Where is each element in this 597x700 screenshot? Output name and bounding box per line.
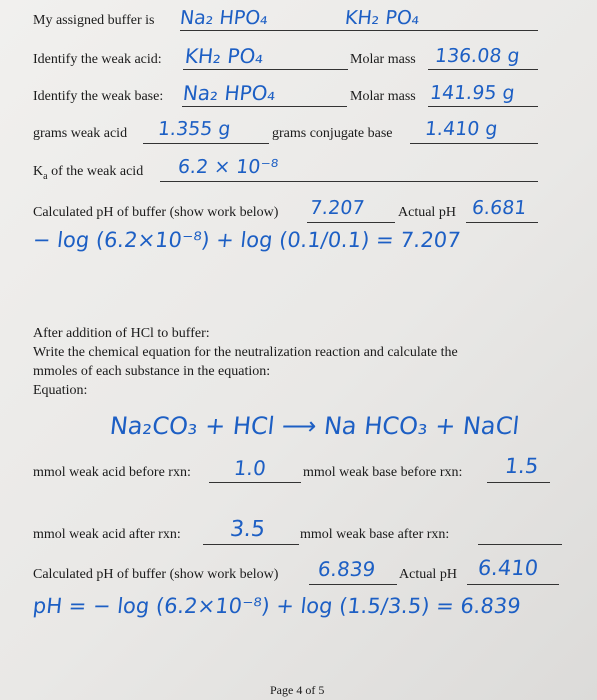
mmol-base-after-line: [478, 544, 562, 545]
calc2-work: pH = − log (6.2×10⁻⁸) + log (1.5/3.5) = 6.839: [31, 594, 522, 618]
calc1-label: Calculated pH of buffer (show work below): [33, 205, 279, 220]
weak-base-molar-line: [428, 106, 538, 107]
weak-acid-molar-value: 136.08 g: [433, 45, 521, 67]
calc1-actual-value: 6.681: [470, 197, 528, 219]
grams-base-value: 1.410 g: [423, 118, 499, 140]
weak-acid-molar-line: [428, 69, 538, 70]
calc2-actual-label: Actual pH: [399, 567, 457, 582]
grams-acid-line: [143, 143, 269, 144]
calc2-label: Calculated pH of buffer (show work below): [33, 567, 279, 582]
calc2-actual-value: 6.410: [476, 556, 540, 580]
weak-base-molar-value: 141.95 g: [428, 82, 516, 104]
assigned-buffer-label: My assigned buffer is: [33, 13, 155, 28]
weak-base-line: [182, 106, 347, 107]
weak-acid-value: KH₂ PO₄: [183, 44, 265, 68]
grams-base-line: [410, 143, 538, 144]
assigned-buffer-line: [180, 30, 538, 31]
mmol-acid-after-line: [203, 544, 299, 545]
assigned-buffer-value-1: Na₂ HPO₄: [178, 7, 269, 29]
calc2-line: [309, 584, 397, 585]
mmol-acid-before-line: [209, 482, 301, 483]
weak-base-value: Na₂ HPO₄: [181, 81, 277, 105]
mmol-acid-before-value: 1.0: [232, 456, 268, 480]
calc2-value: 6.839: [316, 557, 377, 581]
calc1-work: − log (6.2×10⁻⁸) + log (0.1/0.1) = 7.207: [31, 228, 462, 252]
ka-line: [160, 181, 538, 182]
calc2-actual-line: [467, 584, 559, 585]
mmol-base-before-label: mmol weak base before rxn:: [303, 465, 463, 480]
neutralization-equation: Na₂CO₃ + HCl ⟶ Na HCO₃ + NaCl: [108, 412, 521, 440]
mmol-acid-before-label: mmol weak acid before rxn:: [33, 465, 191, 480]
grams-base-label: grams conjugate base: [272, 126, 393, 141]
after-line-3: mmoles of each substance in the equation:: [33, 364, 271, 379]
mmol-base-after-label: mmol weak base after rxn:: [300, 527, 450, 542]
weak-acid-molar-label: Molar mass: [350, 52, 416, 67]
calc1-actual-line: [466, 222, 538, 223]
calc1-value: 7.207: [308, 197, 366, 219]
assigned-buffer-value-2: KH₂ PO₄: [343, 7, 421, 29]
calc1-actual-label: Actual pH: [398, 205, 456, 220]
after-line-4: Equation:: [33, 383, 88, 398]
grams-acid-label: grams weak acid: [33, 126, 128, 141]
mmol-base-before-value: 1.5: [503, 454, 540, 478]
mmol-base-before-line: [487, 482, 550, 483]
after-line-1: After addition of HCl to buffer:: [33, 326, 210, 341]
mmol-acid-after-label: mmol weak acid after rxn:: [33, 527, 181, 542]
weak-acid-line: [183, 69, 348, 70]
calc1-line: [307, 222, 395, 223]
weak-acid-label: Identify the weak acid:: [33, 52, 162, 67]
mmol-acid-after-value: 3.5: [228, 517, 267, 542]
weak-base-label: Identify the weak base:: [33, 89, 164, 104]
page-number: Page 4 of 5: [270, 683, 325, 697]
ka-value: 6.2 × 10⁻⁸: [176, 156, 280, 178]
grams-acid-value: 1.355 g: [156, 118, 232, 140]
weak-base-molar-label: Molar mass: [350, 89, 416, 104]
ka-label: $K_a$ of the weak acid: [33, 164, 144, 182]
after-line-2: Write the chemical equation for the neutralization reaction and calculate the: [33, 345, 458, 360]
